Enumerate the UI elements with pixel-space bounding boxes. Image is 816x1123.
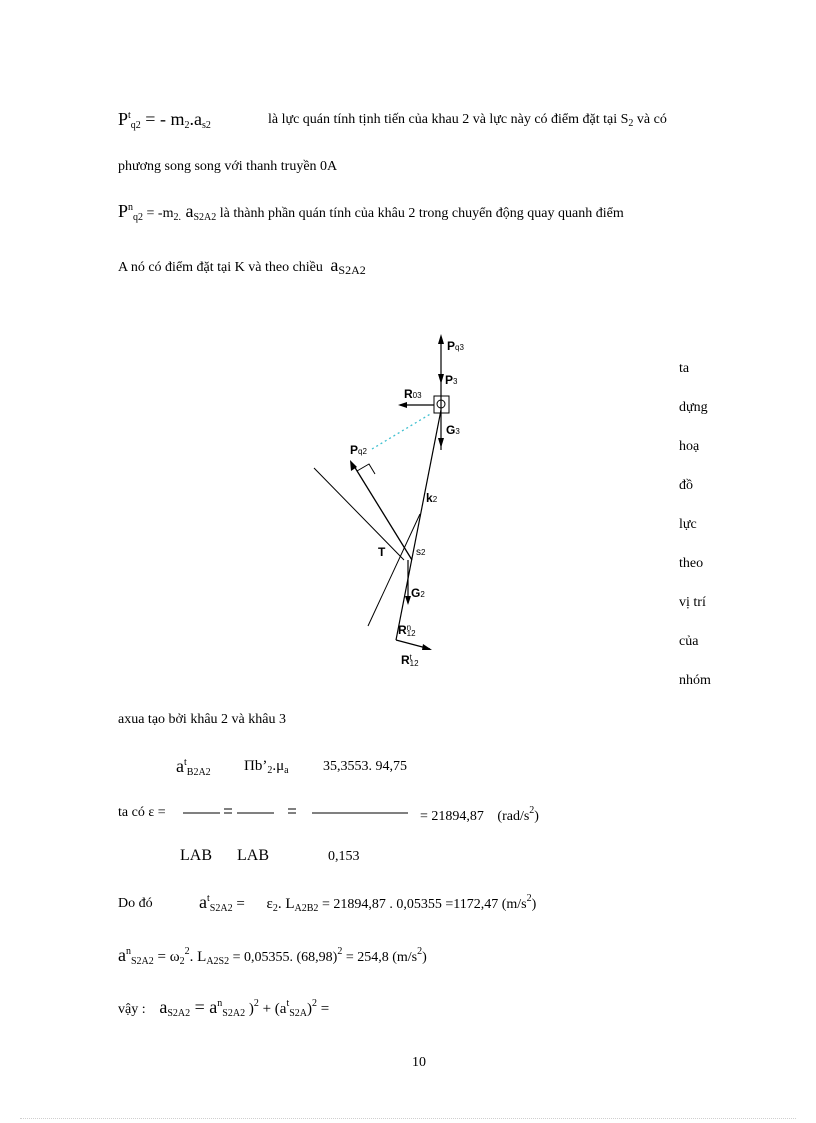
side-word: hoạ — [679, 439, 700, 454]
side-word: dựng — [679, 400, 708, 415]
label-p3: P3 — [445, 373, 458, 387]
page-number: 10 — [412, 1055, 426, 1070]
line-1-text: là lực quán tính tịnh tiến của khau 2 và lực này có điểm đặt tại $S_2$ và có — [268, 112, 667, 129]
formula-1-num: 35,3553. 94,75 — [323, 759, 407, 774]
formula-2: ta có ε = — [118, 805, 166, 820]
line-2: phương song song với thanh truyền 0A — [118, 159, 338, 174]
label-r03: R03 — [404, 387, 422, 401]
formula-3-lab2: LAB — [237, 847, 269, 864]
side-word: lực — [679, 517, 697, 532]
formula-5: $a^n_{S2A2} = \omega_2^2$. $L_{A2S2} = 0,05355$. $(68,98)^2 = 254,8$ $(m/s^2)$ — [118, 945, 427, 967]
side-word: ta — [679, 361, 690, 376]
formula-1-pb: $\Pi b’_2.\mu_a$ — [244, 758, 289, 776]
formula-4: Do đó — [118, 896, 153, 911]
label-r12t: Rt 12 — [401, 652, 419, 668]
label-r12n: Rn 12 — [398, 622, 416, 638]
label-pq2: Pq2 — [350, 443, 367, 457]
side-word: theo — [679, 556, 704, 571]
line-4: A nó có điểm đặt tại K và theo chiều aS2A2 — [118, 255, 366, 277]
side-word: đồ — [679, 478, 693, 493]
label-pq3: Pq3 — [447, 339, 464, 353]
side-word: của — [679, 634, 699, 649]
formula-6: vậy : $a_{S2A2} = a^n_{S2A2}$ )$^2 + (a^t_{S2A})^2$ = — [118, 997, 330, 1019]
label-g2: G2 — [411, 586, 425, 600]
formula-3-lab1: LAB — [180, 847, 212, 864]
label-t: T — [378, 545, 386, 559]
page-bottom-divider — [20, 1118, 796, 1119]
label-k2: k2 — [426, 491, 438, 505]
line-1: $P^t_{q2}$ = - $m_2.a_{s2}$ — [118, 109, 211, 131]
formula-1: $a^t_{B2A2}$ — [176, 756, 211, 778]
label-s2: s2 — [416, 547, 426, 558]
formula-3-den: 0,153 — [328, 849, 360, 864]
axua-line: axua tạo bởi khâu 2 và khâu 3 — [118, 712, 286, 727]
formula-2-result: = 21894,87 $(rad/s^2)$ — [420, 805, 539, 824]
line-3: $P^n_{q2} = -m_{2.}$ $a_{S2A2}$ là thành phần quán tính của khâu 2 trong chuyển động quay quanh điểm — [118, 201, 624, 223]
formula-4-body: $a^t_{S2A2} = \varepsilon_2$. $L_{A2B2} = 21894,87$ . 0,05355 =1172,47 $(m/s^2)$ — [199, 892, 537, 914]
label-g3: G3 — [446, 423, 460, 437]
side-word: nhóm — [679, 673, 711, 688]
side-word: vị trí — [679, 595, 706, 610]
